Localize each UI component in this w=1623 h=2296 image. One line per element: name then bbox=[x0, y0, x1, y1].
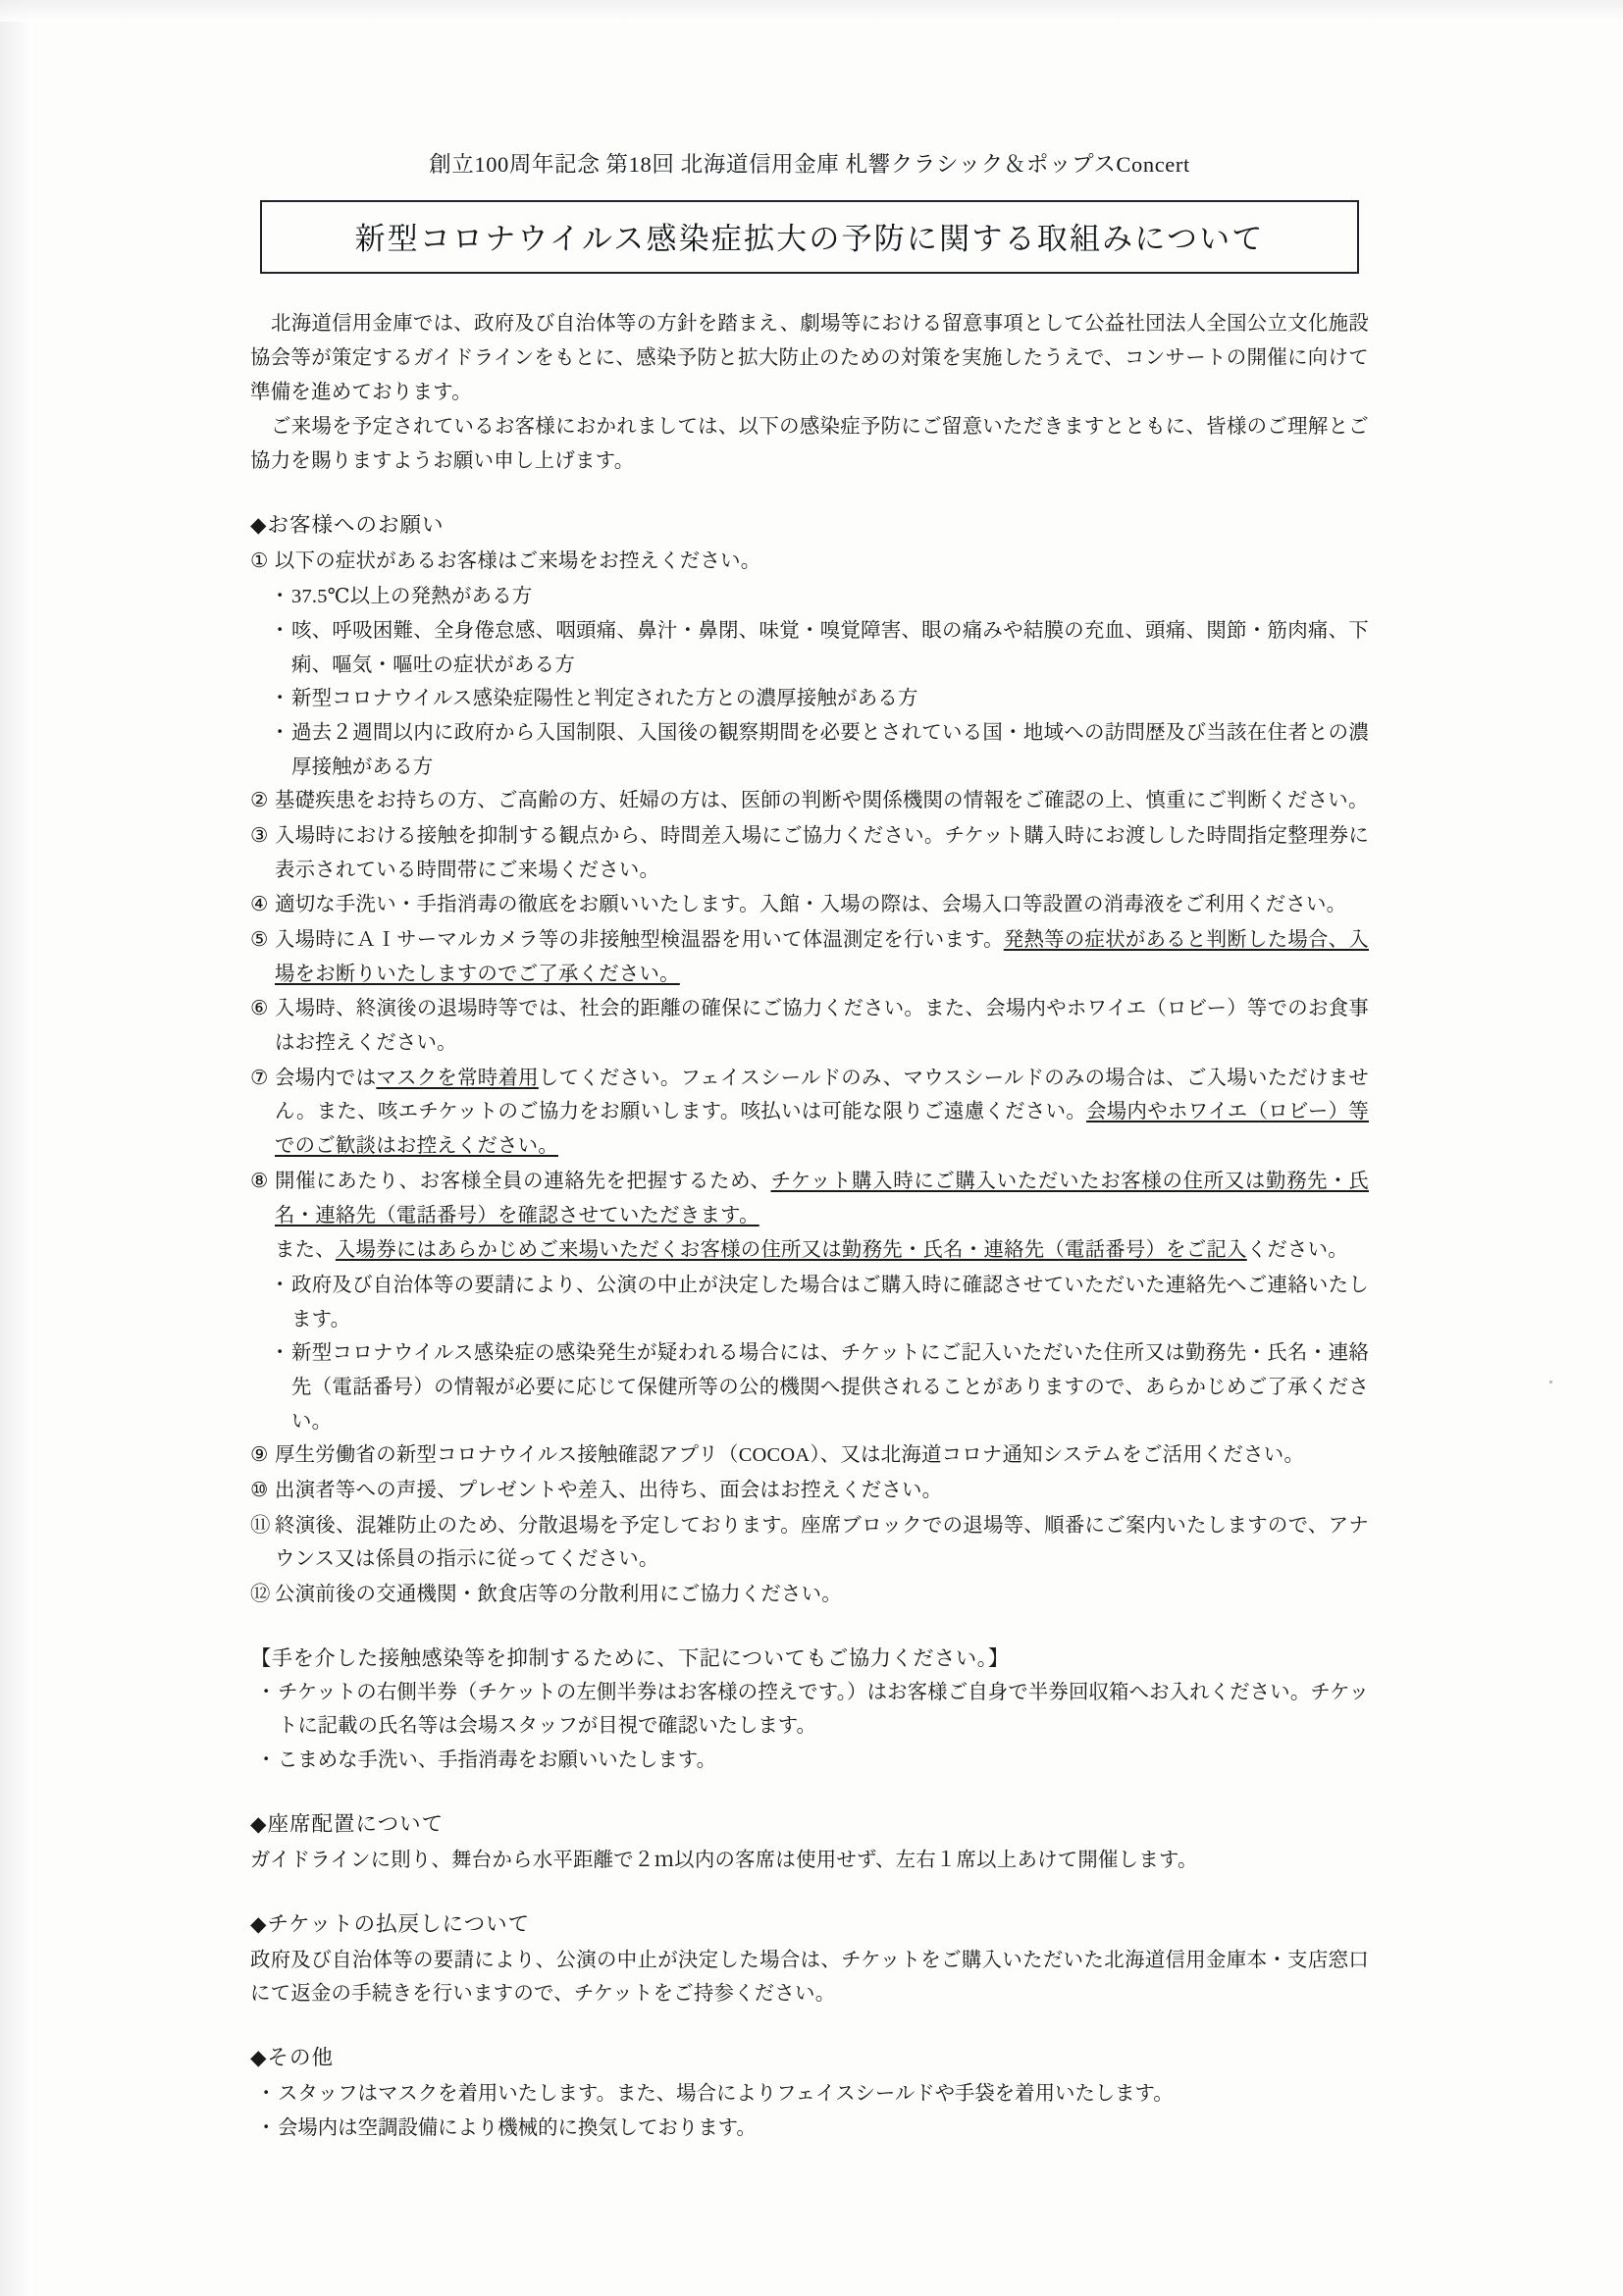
page-title: 新型コロナウイルス感染症拡大の予防に関する取組みについて bbox=[354, 222, 1265, 256]
intro-paragraphs bbox=[250, 307, 1369, 479]
list-text: 入場時における接触を抑制する観点から、時間差入場にご協力ください。チケット購入時にお渡しした時間指定整理券に表示されている時間帯にご来場ください。 bbox=[275, 824, 1369, 881]
section-heading-requests: ◆お客様へのお願い bbox=[250, 513, 445, 538]
list-text-plain-2: ください。 bbox=[1246, 1239, 1348, 1262]
list-item bbox=[250, 682, 1369, 716]
list-text: 新型コロナウイルス感染症の感染発生が疑われる場合には、チケットにご記入いただいた住所又は勤務先・氏名・連絡先（電話番号）の情報が必要に応じて保健所等の公的機関へ提供されることがありますので、あらかじめご了承ください。 bbox=[291, 1342, 1369, 1433]
refund-body: 政府及び自治体等の要請により、公演の中止が決定した場合は、チケットをご購入いただいた北海道信用金庫本・支店窓口にて返金の手続きを行いますので、チケットをご持参ください。 bbox=[250, 1949, 1369, 2006]
list-item bbox=[250, 1233, 1369, 1268]
bracket-section-list bbox=[250, 1676, 1369, 1778]
list-item bbox=[250, 1744, 1369, 1778]
list-text bbox=[275, 1062, 1369, 1164]
list-text: 過去２週間以内に政府から入国制限、入国後の観察期間を必要とされている国・地域への訪問歴及び当該在住者との濃厚接触がある方 bbox=[291, 721, 1369, 778]
bullet-dot: ・ bbox=[270, 619, 290, 642]
list-item bbox=[250, 1676, 1369, 1744]
list-marker: ④ bbox=[250, 894, 269, 916]
requests-list bbox=[250, 545, 1369, 1611]
list-text: こまめな手洗い、手指消毒をお願いいたします。 bbox=[278, 1749, 716, 1772]
list-item bbox=[250, 784, 1369, 818]
intro-paragraph-1: 北海道信用金庫では、政府及び自治体等の方針を踏まえ、劇場等における留意事項として公益社団法人全国公立文化施設協会等が策定するガイドラインをもとに、感染予防と拡大防止のための対策を実施したうえで、コンサートの開催に向けて準備を進めております。 bbox=[250, 313, 1369, 404]
list-marker: ① bbox=[250, 550, 269, 573]
list-item bbox=[250, 888, 1369, 922]
list-item bbox=[250, 1165, 1369, 1232]
list-item bbox=[250, 614, 1369, 682]
list-item bbox=[250, 923, 1369, 991]
list-text: 公演前後の交通機関・飲食店等の分散利用にご協力ください。 bbox=[275, 1584, 842, 1606]
list-text: 政府及び自治体等の要請により、公演の中止が決定した場合はご購入時に確認させていただいた連絡先へご連絡いたします。 bbox=[291, 1274, 1369, 1331]
list-text-plain: 会場内では bbox=[275, 1067, 377, 1089]
list-text: 入場時、終演後の退場時等では、社会的距離の確保にご協力ください。また、会場内やホワイエ（ロビー）等でのお食事はお控えください。 bbox=[275, 998, 1369, 1055]
list-text: 咳、呼吸困難、全身倦怠感、咽頭痛、鼻汁・鼻閉、味覚・嗅覚障害、眼の痛みや結膜の充血、頭痛、関節・筋肉痛、下痢、嘔気・嘔吐の症状がある方 bbox=[291, 619, 1369, 676]
list-item bbox=[250, 1578, 1369, 1612]
list-item bbox=[250, 545, 1369, 579]
list-item bbox=[250, 1336, 1369, 1438]
section-heading-other: ◆その他 bbox=[250, 2045, 335, 2069]
intro-paragraph-2: ご来場を予定されているお客様におかれましては、以下の感染症予防にご留意いただきますとともに、皆様のご理解とご協力を賜りますようお願い申し上げます。 bbox=[250, 416, 1369, 473]
bullet-dot: ・ bbox=[256, 2116, 277, 2139]
list-item bbox=[250, 819, 1369, 887]
list-item bbox=[250, 1062, 1369, 1164]
list-text-underlined: マスクを常時着用 bbox=[376, 1067, 539, 1089]
bullet-dot: ・ bbox=[270, 721, 290, 744]
section-heading-seating: ◆座席配置について bbox=[250, 1811, 445, 1836]
seating-body: ガイドラインに則り、舞台から水平距離で２ｍ以内の客席は使用せず、左右１席以上あけて開催します。 bbox=[250, 1849, 1198, 1871]
list-text: 終演後、混雑防止のため、分散退場を予定しております。座席ブロックでの退場等、順番にご案内いたしますので、アナウンス又は係員の指示に従ってください。 bbox=[275, 1514, 1369, 1571]
list-marker: ⑪ bbox=[250, 1514, 271, 1537]
bullet-dot: ・ bbox=[256, 2082, 277, 2105]
bracket-section-heading: 【手を介した接触感染等を抑制するために、下記についてもご協力ください。】 bbox=[250, 1645, 1010, 1670]
list-item bbox=[250, 2112, 1369, 2146]
list-text: 以下の症状があるお客様はご来場をお控えください。 bbox=[275, 550, 761, 573]
list-marker: ⑫ bbox=[250, 1584, 271, 1606]
concert-header-line: 創立100周年記念 第18回 北海道信用金庫 札響クラシック＆ポップスConcert bbox=[429, 152, 1190, 177]
list-text-plain: 開催にあたり、お客様全員の連絡先を把握するため、 bbox=[275, 1170, 771, 1192]
scan-edge-top bbox=[0, 0, 1623, 22]
bullet-dot: ・ bbox=[270, 586, 290, 608]
contact-sublist bbox=[250, 1269, 1369, 1438]
list-marker: ② bbox=[250, 790, 269, 812]
list-text-underlined: 入場券にはあらかじめご来場いただくお客様の住所又は勤務先・氏名・連絡先（電話番号）をご記入 bbox=[335, 1239, 1247, 1262]
list-marker: ⑦ bbox=[250, 1067, 269, 1089]
title-box bbox=[260, 200, 1359, 274]
list-text: 厚生労働省の新型コロナウイルス接触確認アプリ（COCOA）、又は北海道コロナ通知システムをご活用ください。 bbox=[275, 1444, 1305, 1467]
list-text: 基礎疾患をお持ちの方、ご高齢の方、妊婦の方は、医師の判断や関係機関の情報をご確認の上、慎重にご判断ください。 bbox=[275, 790, 1369, 812]
list-item bbox=[250, 1474, 1369, 1508]
bullet-dot: ・ bbox=[270, 1342, 290, 1365]
list-text-plain: また、 bbox=[275, 1239, 336, 1262]
list-text: 出演者等への声援、プレゼントや差入、出待ち、面会はお控えください。 bbox=[275, 1480, 943, 1502]
list-text: 会場内は空調設備により機械的に換気しております。 bbox=[278, 2116, 757, 2139]
list-marker: ⑥ bbox=[250, 998, 269, 1020]
list-text bbox=[275, 923, 1369, 991]
list-text: 37.5℃以上の発熱がある方 bbox=[291, 586, 533, 608]
list-item bbox=[250, 1269, 1369, 1336]
bullet-dot: ・ bbox=[256, 1681, 277, 1703]
list-item bbox=[250, 716, 1369, 784]
list-text bbox=[275, 1165, 1369, 1232]
list-text-underlined: 発熱等の症状があると判断した場合、入場をお断りいたしますのでご了承ください。 bbox=[275, 929, 1369, 985]
list-text: スタッフはマスクを着用いたします。また、場合によりフェイスシールドや手袋を着用いたします。 bbox=[278, 2082, 1174, 2105]
list-text-underlined-2: 会場内やホワイエ（ロビー）等でのご歓談はお控えください。 bbox=[275, 1101, 1369, 1158]
list-marker: ⑩ bbox=[250, 1480, 269, 1502]
section-heading-refund: ◆チケットの払戻しについて bbox=[250, 1911, 531, 1936]
list-item bbox=[250, 1509, 1369, 1577]
list-marker: ③ bbox=[250, 824, 269, 847]
list-text: チケットの右側半券（チケットの左側半券はお客様の控えです。）はお客様ご自身で半券回収箱へお入れください。チケットに記載の氏名等は会場スタッフが目視で確認いたします。 bbox=[278, 1681, 1369, 1738]
other-section-list bbox=[250, 2077, 1369, 2145]
symptom-sublist bbox=[250, 580, 1369, 784]
document-content bbox=[250, 147, 1369, 2145]
list-marker: ⑤ bbox=[250, 929, 269, 952]
list-text-plain-2: してください。フェイスシールドのみ、マウスシールドのみの場合は、ご入場いただけません。また、咳エチケットのご協力をお願いします。咳払いは可能な限りご遠慮ください。 bbox=[275, 1067, 1370, 1123]
list-item bbox=[250, 2077, 1369, 2112]
list-item bbox=[250, 580, 1369, 614]
list-item bbox=[250, 992, 1369, 1060]
bullet-dot: ・ bbox=[256, 1749, 277, 1772]
list-marker: ⑧ bbox=[250, 1170, 269, 1192]
bullet-dot: ・ bbox=[270, 1274, 290, 1296]
list-marker: ⑨ bbox=[250, 1444, 269, 1467]
list-text-underlined: チケット購入時にご購入いただいたお客様の住所又は勤務先・氏名・連絡先（電話番号）を確認させていただきます。 bbox=[275, 1170, 1369, 1226]
list-text bbox=[275, 1233, 1369, 1268]
scan-speck bbox=[1549, 1381, 1552, 1383]
list-item bbox=[250, 1438, 1369, 1473]
list-text-plain: 入場時にＡＩサーマルカメラ等の非接触型検温器を用いて体温測定を行います。 bbox=[275, 929, 1004, 952]
list-text: 適切な手洗い・手指消毒の徹底をお願いいたします。入館・入場の際は、会場入口等設置の消毒液をご利用ください。 bbox=[275, 894, 1347, 916]
list-text: 新型コロナウイルス感染症陽性と判定された方との濃厚接触がある方 bbox=[291, 688, 918, 710]
scan-edge-left bbox=[0, 0, 33, 2296]
bullet-dot: ・ bbox=[270, 688, 290, 710]
